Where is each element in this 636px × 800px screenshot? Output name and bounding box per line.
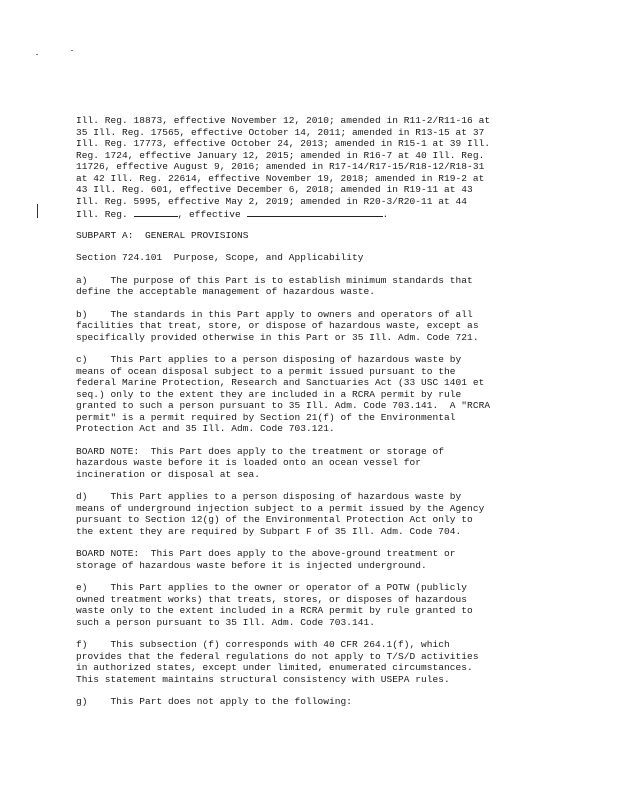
history-line: 35 Ill. Reg. 17565, effective October 14, 2011; amended in R13-15 at 37: [76, 126, 485, 138]
history-line: 43 Ill. Reg. 601, effective December 6, 2018; amended in R19-11 at 43: [76, 184, 473, 195]
paragraph: [76, 309, 516, 344]
history-line: Reg. 1724, effective January 12, 2015; amended in R16-7 at 40 Ill. Reg.: [76, 149, 485, 161]
paragraph: [76, 696, 516, 708]
paragraph: [76, 446, 516, 481]
paragraph-line: granted to such a person pursuant to 35 Ill. Adm. Code 703.141. A "RCRA: [76, 400, 491, 411]
paragraph-line: d) This Part applies to a person disposing of hazardous waste by: [76, 491, 462, 502]
blank-date-field: [247, 207, 383, 217]
history-last-start: Ill. Reg.: [76, 209, 134, 220]
paragraph: [76, 582, 516, 628]
paragraph-line: c) This Part applies to a person disposing of hazardous waste by: [76, 354, 462, 365]
paragraph-line: f) This subsection (f) corresponds with 40 CFR 264.1(f), which: [76, 639, 450, 650]
section-paragraphs: [76, 275, 516, 708]
scan-speck: [71, 50, 73, 51]
paragraph-line: provides that the federal regulations do not apply to T/S/D activities: [76, 650, 479, 662]
paragraph-line: e) This Part applies to the owner or operator of a POTW (publicly: [76, 582, 468, 593]
paragraph-line: means of underground injection subject to a permit issued by the Agency: [76, 502, 485, 514]
paragraph: [76, 275, 516, 298]
paragraph-line: means of ocean disposal subject to a permit issued pursuant to the: [76, 365, 456, 377]
paragraph-line: in authorized states, except under limited, enumerated circumstances.: [76, 662, 473, 673]
history-line: 11726, effective August 9, 2016; amended in R17-14/R17-15/R18-12/R18-31: [76, 161, 485, 172]
history-last-mid: , effective: [177, 209, 247, 220]
paragraph-line: g) This Part does not apply to the following:: [76, 696, 353, 707]
section-heading: Section 724.101 Purpose, Scope, and Applicability: [76, 252, 364, 263]
paragraph: [76, 639, 516, 685]
paragraph: [76, 548, 516, 571]
paragraph-line: BOARD NOTE: This Part does apply to the treatment or storage of: [76, 445, 445, 457]
paragraph-line: define the acceptable management of hazardous waste.: [76, 286, 376, 297]
paragraph: [76, 491, 516, 537]
blank-volume-field: [134, 207, 178, 217]
paragraph-line: permit" is a permit required by Section 21(f) of the Environmental: [76, 411, 456, 423]
history-line-blank: [76, 207, 516, 219]
paragraph-line: waste only to the extent included in a RCRA permit by rule granted to: [76, 605, 473, 616]
paragraph-line: BOARD NOTE: This Part does apply to the above-ground treatment or: [76, 548, 456, 559]
revision-bar: [37, 204, 38, 218]
history-last-end: .: [382, 209, 389, 220]
paragraph-line: such a person pursuant to 35 Ill. Adm. Code 703.141.: [76, 616, 376, 628]
paragraph-line: federal Marine Protection, Research and Sanctuaries Act (33 USC 1401 et: [76, 377, 485, 388]
document-body: [76, 115, 516, 719]
paragraph-line: owned treatment works) that treats, stores, or disposes of hazardous: [76, 593, 468, 605]
history-line: Ill. Reg. 18873, effective November 12, 2010; amended in R11-2/R11-16 at: [76, 115, 491, 126]
paragraph-line: storage of hazardous waste before it is injected underground.: [76, 559, 427, 571]
history-line: at 42 Ill. Reg. 22614, effective November 19, 2018; amended in R19-2 at: [76, 172, 485, 184]
subpart-heading: SUBPART A: GENERAL PROVISIONS: [76, 229, 249, 241]
history-line: Ill. Reg. 17773, effective October 24, 2013; amended in R15-1 at 39 Ill.: [76, 138, 491, 149]
paragraph-line: b) The standards in this Part apply to owners and operators of all: [76, 308, 473, 320]
paragraph: [76, 354, 516, 435]
paragraph-line: hazardous waste before it is loaded onto an ocean vessel for: [76, 457, 422, 468]
paragraph-line: specifically provided otherwise in this Part or 35 Ill. Adm. Code 721.: [76, 331, 479, 343]
paragraph-line: seq.) only to the extent they are included in a RCRA permit by rule: [76, 388, 462, 400]
paragraph-line: facilities that treat, store, or dispose of hazardous waste, except as: [76, 320, 479, 331]
paragraph-line: incineration or disposal at sea.: [76, 468, 261, 480]
paragraph-line: Protection Act and 35 Ill. Adm. Code 703.121.: [76, 423, 335, 434]
paragraph-line: the extent they are required by Subpart F of 35 Ill. Adm. Code 704.: [76, 525, 462, 537]
history-line: Ill. Reg. 5995, effective May 2, 2019; amended in R20-3/R20-11 at 44: [76, 195, 468, 207]
history-note: [76, 115, 516, 219]
paragraph-line: a) The purpose of this Part is to establish minimum standards that: [76, 274, 473, 286]
paragraph-line: pursuant to Section 12(g) of the Environmental Protection Act only to: [76, 514, 473, 525]
paragraph-line: This statement maintains structural consistency with USEPA rules.: [76, 673, 450, 685]
scan-speck: [36, 54, 38, 55]
